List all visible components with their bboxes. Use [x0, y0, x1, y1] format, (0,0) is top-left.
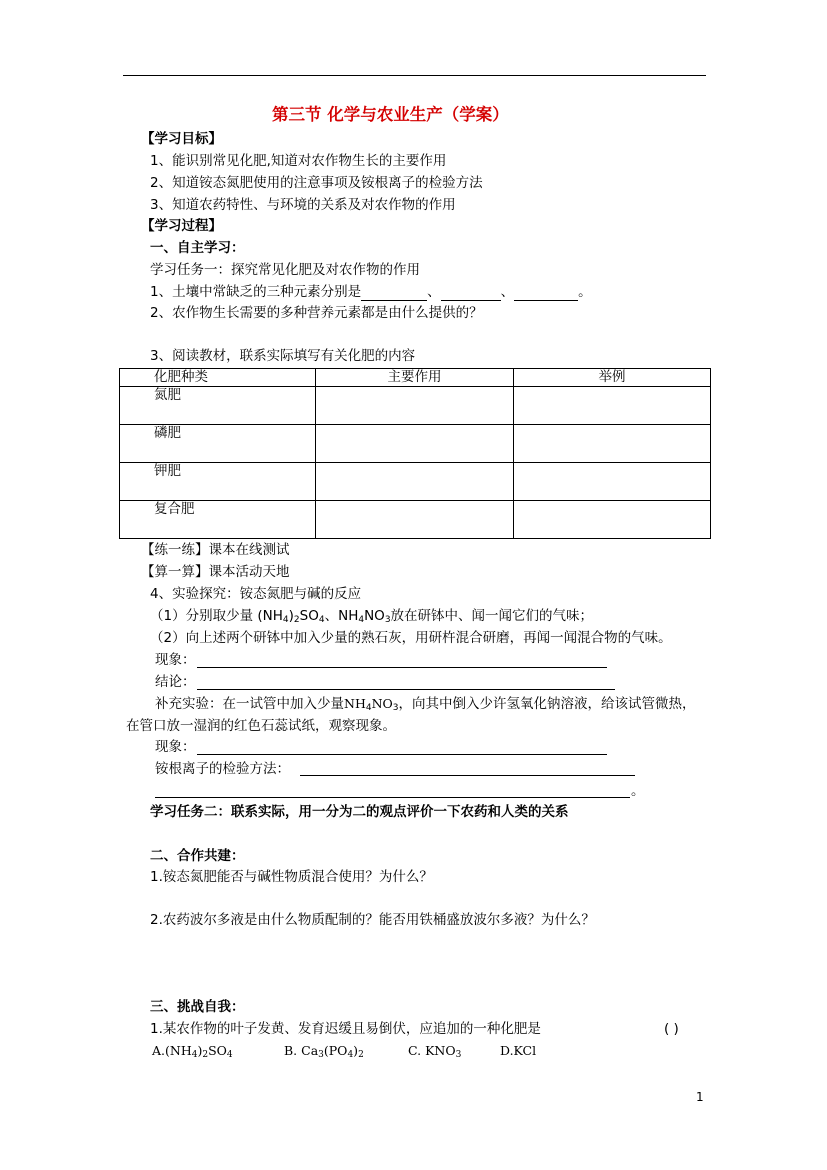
part3-question-1: 1.某农作物的叶子发黄、发育迟缓且易倒伏，应追加的一种化肥是	[150, 1021, 541, 1037]
option-d[interactable]: D.KCl	[500, 1043, 537, 1058]
subscript: 4	[365, 703, 372, 713]
step-text: 放在研钵中、闻一闻它们的气味；	[390, 608, 594, 624]
goals-heading: 【学习目标】	[141, 131, 222, 147]
step-text: )	[288, 608, 294, 624]
page-title: 第三节 化学与农业生产（学案）	[272, 105, 509, 124]
conclusion-blank[interactable]	[197, 689, 615, 690]
goal-item: 3、知道农药特性、与环境的关系及对农作物的作用	[150, 197, 456, 213]
answer-paren[interactable]: ( )	[664, 1021, 679, 1037]
part2-question-2: 2.农药波尔多液是由什么物质配制的？能否用铁桶盛放波尔多液？为什么？	[150, 912, 595, 928]
option-b[interactable]	[284, 1042, 364, 1064]
supp-text: ，向其中倒入少许氢氧化钠溶液，给该试管微热，	[398, 696, 696, 712]
table-row	[120, 387, 711, 425]
step-text: NO	[364, 608, 385, 624]
supplement-line-2: 在管口放一湿润的红色石蕊试纸，观察现象。	[126, 718, 396, 734]
subscript: 4	[191, 1050, 198, 1060]
observe-blank-2[interactable]	[197, 754, 607, 755]
subscript: 3	[455, 1050, 462, 1060]
option-text: SO	[208, 1043, 227, 1058]
table-header-row	[120, 369, 711, 387]
part2-heading: 二、合作共建：	[150, 848, 245, 864]
task1-heading: 学习任务一：探究常见化肥及对农作物的作用	[150, 262, 420, 278]
subscript: 2	[293, 615, 300, 625]
page-number: 1	[696, 1090, 704, 1104]
goal-item: 2、知道铵态氮肥使用的注意事项及铵根离子的检验方法	[150, 175, 483, 191]
observe-label-2: 现象：	[155, 739, 196, 755]
observe-label: 现象：	[155, 652, 196, 668]
step-text: SO	[299, 608, 319, 624]
fertilizer-type-cell: 钾肥	[120, 463, 316, 501]
experiment-step-1	[150, 607, 593, 629]
header-rule	[123, 75, 706, 76]
goal-item: 1、能识别常见化肥,知道对农作物生长的主要作用	[150, 153, 447, 169]
subscript: 4	[358, 615, 365, 625]
fertilizer-type-cell: 磷肥	[120, 425, 316, 463]
practice-note: 【练一练】课本在线测试	[141, 542, 290, 558]
table-header-cell: 举例	[514, 369, 711, 387]
period: 。	[631, 783, 645, 799]
answer-cell[interactable]	[316, 387, 514, 425]
process-heading: 【学习过程】	[141, 218, 222, 234]
answer-cell[interactable]	[316, 501, 514, 539]
subscript: 3	[318, 1050, 324, 1060]
experiment-heading: 4、实验探究：铵态氮肥与碱的反应	[150, 586, 362, 602]
task2-heading: 学习任务二：联系实际，用一分为二的观点评价一下农药和人类的关系	[150, 804, 569, 820]
test-method-blank[interactable]	[300, 775, 635, 776]
question-1-text: 1、土壤中常缺乏的三种元素分别是	[150, 284, 362, 300]
table-row	[120, 501, 711, 539]
subscript: 4	[226, 1050, 233, 1060]
separator: 、	[427, 284, 441, 300]
formula: NO	[371, 696, 393, 711]
option-text: (PO	[323, 1043, 348, 1058]
test-method-blank-2[interactable]	[155, 797, 630, 798]
calc-note: 【算一算】课本活动天地	[141, 564, 290, 580]
subscript: 2	[358, 1050, 364, 1060]
subscript: 4	[347, 1050, 354, 1060]
answer-cell[interactable]	[514, 463, 711, 501]
separator: 、	[500, 284, 515, 300]
fertilizer-type-cell: 氮肥	[120, 387, 316, 425]
part3-heading: 三、挑战自我：	[150, 999, 245, 1015]
supp-text: 补充实验：在一试管中加入少量	[155, 696, 344, 712]
option-c[interactable]	[408, 1042, 461, 1064]
step-text: （1）分别取少量 (NH	[150, 608, 283, 624]
fertilizer-table	[119, 368, 711, 539]
question-2: 2、农作物生长需要的多种营养元素都是由什么提供的？	[150, 305, 483, 321]
table-row	[120, 425, 711, 463]
option-text: C. KNO	[408, 1043, 456, 1058]
subscript: 3	[392, 703, 399, 713]
option-text: A.(NH	[152, 1043, 192, 1058]
table-header-cell: 化肥种类	[120, 369, 316, 387]
table-header-cell: 主要作用	[316, 369, 514, 387]
step-text: 、NH	[324, 608, 359, 624]
experiment-step-2: （2）向上述两个研钵中加入少量的熟石灰，用研杵混合研磨，再闻一闻混合物的气味。	[150, 630, 672, 646]
answer-blank[interactable]	[514, 286, 578, 301]
answer-cell[interactable]	[316, 425, 514, 463]
answer-cell[interactable]	[514, 425, 711, 463]
supplement-line-1	[155, 695, 696, 717]
answer-cell[interactable]	[316, 463, 514, 501]
subscript: 2	[202, 1050, 209, 1060]
table-row	[120, 463, 711, 501]
option-text: )	[197, 1043, 203, 1058]
subscript: 4	[318, 615, 325, 625]
observe-blank[interactable]	[197, 667, 607, 668]
fertilizer-type-cell: 复合肥	[120, 501, 316, 539]
option-text: )	[353, 1043, 359, 1058]
answer-cell[interactable]	[514, 501, 711, 539]
answer-blank[interactable]	[361, 286, 427, 301]
test-method-label: 铵根离子的检验方法：	[155, 761, 290, 777]
formula: NH	[344, 696, 366, 711]
subscript: 4	[282, 615, 289, 625]
answer-blank[interactable]	[441, 286, 501, 301]
part1-heading: 一、自主学习：	[150, 240, 245, 256]
question-3: 3、阅读教材，联系实际填写有关化肥的内容	[150, 348, 416, 364]
conclusion-label: 结论：	[155, 674, 196, 690]
option-text: B. Ca	[284, 1043, 319, 1058]
answer-cell[interactable]	[514, 387, 711, 425]
question-1	[150, 283, 592, 301]
part2-question-1: 1.铵态氮肥能否与碱性物质混合使用？为什么？	[150, 869, 433, 885]
option-a[interactable]	[152, 1042, 233, 1064]
period: 。	[578, 284, 592, 300]
subscript: 3	[384, 615, 391, 625]
